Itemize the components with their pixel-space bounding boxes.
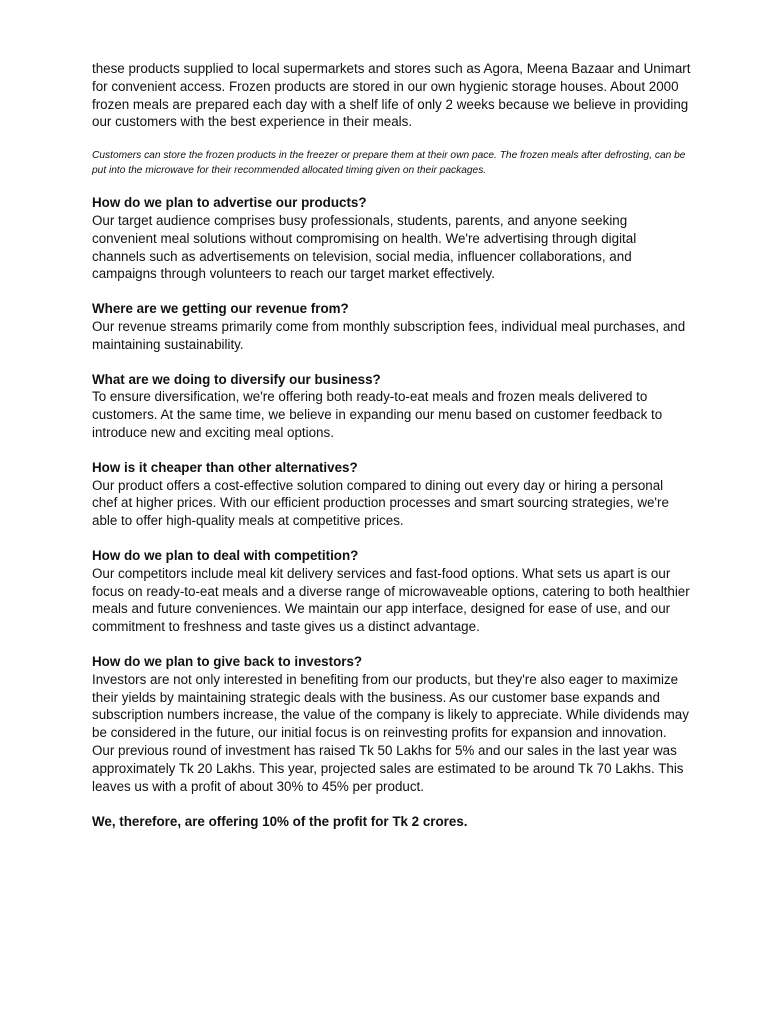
- section-heading: What are we doing to diversify our business?: [92, 371, 381, 387]
- section-body: Investors are not only interested in benefiting from our products, but they're also eager to maximize their yields by maintaining strategic deals with the business. As our customer base expands and subscription numbers increase, the value of the company is likely to appreciate. While dividends may be considered in the future, our initial focus is on reinvesting profits for expansion and innovation. Our previous round of investment has raised Tk 50 Lakhs for 5% and our sales in the last year was approximately Tk 20 Lakhs. This year, projected sales are estimated to be around Tk 70 Lakhs. This leaves us with a profit of about 30% to 45% per product.: [92, 671, 689, 794]
- section-cost-comparison: [92, 459, 692, 530]
- section-heading: Where are we getting our revenue from?: [92, 301, 349, 317]
- document-page: [92, 60, 692, 831]
- section-body: To ensure diversification, we're offering both ready-to-eat meals and frozen meals delivered to customers. At the same time, we believe in expanding our menu based on customer feedback to introduce new and exciting meal options.: [92, 389, 663, 440]
- section-heading: How do we plan to give back to investors?: [92, 653, 363, 669]
- section-heading: How is it cheaper than other alternatives?: [92, 459, 358, 475]
- section-advertising: [92, 194, 692, 283]
- intro-paragraph: these products supplied to local supermarkets and stores such as Agora, Meena Bazaar and Unimart for convenient access. Frozen products are stored in our own hygienic storage houses. About 2000 frozen meals are prepared each day with a shelf life of only 2 weeks because we believe in providing our customers with the best experience in their meals.: [92, 61, 691, 130]
- section-heading: How do we plan to deal with competition?: [92, 547, 359, 563]
- section-competition: [92, 547, 692, 636]
- section-diversification: [92, 371, 692, 442]
- section-revenue: [92, 300, 692, 353]
- image-caption: Customers can store the frozen products in the freezer or prepare them at their own pace. The frozen meals after defrosting, can be put into the microwave for their recommended allocated timing given on their packages.: [92, 150, 686, 176]
- section-body: Our product offers a cost-effective solution compared to dining out every day or hiring a personal chef at higher prices. With our efficient production processes and smart sourcing strategies, we're able to offer high-quality meals at competitive prices.: [92, 477, 669, 529]
- section-body: Our target audience comprises busy professionals, students, parents, and anyone seeking convenient meal solutions without compromising on health. We're advertising through digital channels such as advertisements on television, social media, influencer collaborations, and campaigns through volunteers to reach our target market effectively.: [92, 212, 637, 282]
- closing-statement: We, therefore, are offering 10% of the profit for Tk 2 crores.: [92, 814, 468, 830]
- section-investors: [92, 653, 692, 795]
- section-body: Our revenue streams primarily come from monthly subscription fees, individual meal purchases, and maintaining sustainability.: [92, 318, 686, 352]
- section-body: Our competitors include meal kit delivery services and fast-food options. What sets us apart is our focus on ready-to-eat meals and a diverse range of microwaveable options, catering to both healthier meals and future conveniences. We maintain our app interface, designed for ease of use, and our commitment to freshness and taste gives us a distinct advantage.: [92, 565, 690, 635]
- section-heading: How do we plan to advertise our products?: [92, 195, 367, 211]
